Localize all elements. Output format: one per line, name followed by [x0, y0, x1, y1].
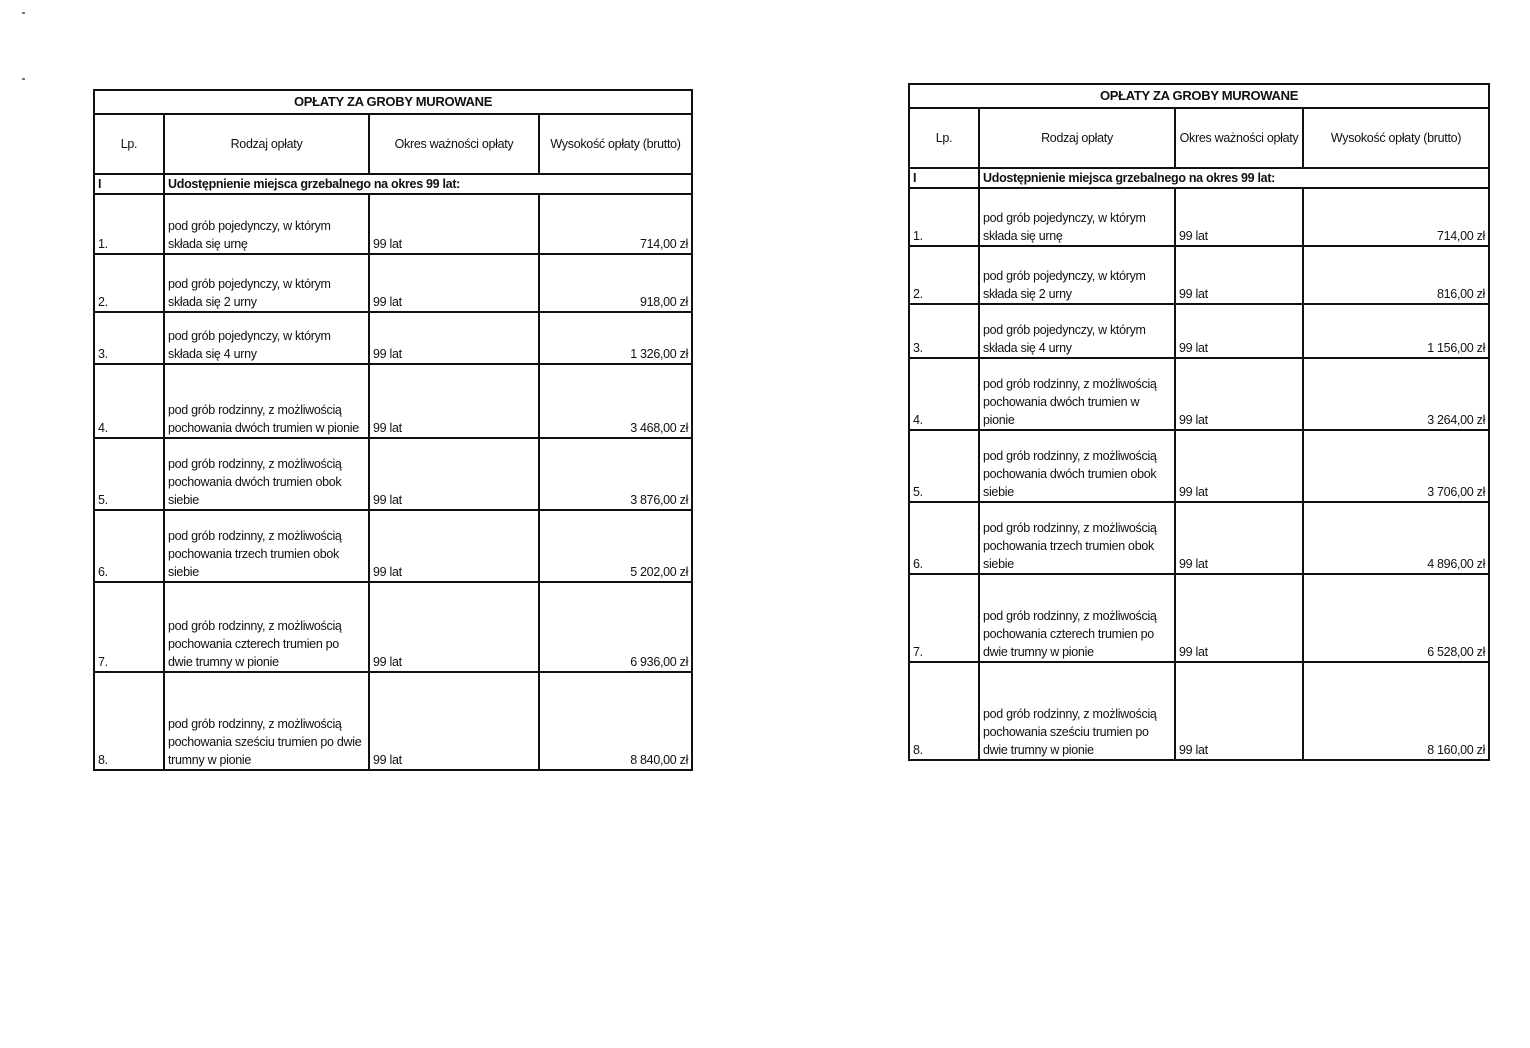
scan-speck — [22, 78, 25, 80]
row-amount: 8 840,00 zł — [539, 672, 692, 770]
fee-table-left — [93, 89, 693, 771]
header-amount: Wysokość opłaty (brutto) — [1303, 108, 1489, 168]
row-amount: 4 896,00 zł — [1303, 502, 1489, 574]
table-title-row — [909, 84, 1489, 108]
table-row — [94, 312, 692, 364]
header-lp: Lp. — [94, 114, 164, 174]
fee-table-right — [908, 83, 1490, 761]
table-title: OPŁATY ZA GROBY MUROWANE — [94, 90, 692, 114]
section-label: Udostępnienie miejsca grzebalnego na okres 99 lat: — [979, 168, 1489, 188]
section-row — [909, 168, 1489, 188]
row-lp: 1. — [94, 194, 164, 254]
row-amount: 6 936,00 zł — [539, 582, 692, 672]
row-lp: 3. — [909, 304, 979, 358]
row-kind: pod grób rodzinny, z możliwością pochowania dwóch trumien obok siebie — [979, 430, 1175, 502]
row-lp: 6. — [909, 502, 979, 574]
section-label: Udostępnienie miejsca grzebalnego na okres 99 lat: — [164, 174, 692, 194]
header-amount: Wysokość opłaty (brutto) — [539, 114, 692, 174]
table-row — [909, 358, 1489, 430]
row-lp: 3. — [94, 312, 164, 364]
row-period: 99 lat — [1175, 304, 1303, 358]
row-lp: 8. — [94, 672, 164, 770]
row-kind: pod grób rodzinny, z możliwością pochowania czterech trumien po dwie trumny w pionie — [979, 574, 1175, 662]
row-amount: 714,00 zł — [1303, 188, 1489, 246]
scan-speck — [22, 12, 25, 14]
section-number: I — [909, 168, 979, 188]
row-amount: 5 202,00 zł — [539, 510, 692, 582]
section-row — [94, 174, 692, 194]
row-amount: 918,00 zł — [539, 254, 692, 312]
row-lp: 2. — [909, 246, 979, 304]
row-period: 99 lat — [1175, 574, 1303, 662]
row-amount: 3 706,00 zł — [1303, 430, 1489, 502]
header-period: Okres ważności opłaty — [369, 114, 539, 174]
row-lp: 8. — [909, 662, 979, 760]
table-row — [94, 254, 692, 312]
row-kind: pod grób rodzinny, z możliwością pochowania trzech trumien obok siebie — [979, 502, 1175, 574]
header-lp: Lp. — [909, 108, 979, 168]
row-amount: 1 326,00 zł — [539, 312, 692, 364]
row-lp: 7. — [94, 582, 164, 672]
row-period: 99 lat — [1175, 430, 1303, 502]
row-kind: pod grób rodzinny, z możliwością pochowania dwóch trumien w pionie — [979, 358, 1175, 430]
row-lp: 5. — [909, 430, 979, 502]
row-amount: 3 468,00 zł — [539, 364, 692, 438]
table-row — [94, 582, 692, 672]
row-period: 99 lat — [369, 510, 539, 582]
table-row — [909, 502, 1489, 574]
row-period: 99 lat — [1175, 358, 1303, 430]
row-kind: pod grób pojedynczy, w którym składa się 4 urny — [164, 312, 369, 364]
table-row — [94, 672, 692, 770]
row-lp: 2. — [94, 254, 164, 312]
row-kind: pod grób rodzinny, z możliwością pochowania dwóch trumien obok siebie — [164, 438, 369, 510]
row-kind: pod grób pojedynczy, w którym składa się 2 urny — [979, 246, 1175, 304]
table-row — [909, 662, 1489, 760]
row-period: 99 lat — [1175, 188, 1303, 246]
row-amount: 714,00 zł — [539, 194, 692, 254]
table-row — [909, 304, 1489, 358]
row-period: 99 lat — [369, 194, 539, 254]
row-lp: 5. — [94, 438, 164, 510]
row-amount: 1 156,00 zł — [1303, 304, 1489, 358]
row-period: 99 lat — [1175, 662, 1303, 760]
table-header-row — [909, 108, 1489, 168]
row-kind: pod grób rodzinny, z możliwością pochowania sześciu trumien po dwie trumny w pionie — [979, 662, 1175, 760]
table-row — [94, 194, 692, 254]
row-kind: pod grób rodzinny, z możliwością pochowania dwóch trumien w pionie — [164, 364, 369, 438]
row-lp: 7. — [909, 574, 979, 662]
row-period: 99 lat — [1175, 502, 1303, 574]
row-lp: 4. — [94, 364, 164, 438]
header-kind: Rodzaj opłaty — [164, 114, 369, 174]
header-kind: Rodzaj opłaty — [979, 108, 1175, 168]
table-row — [909, 574, 1489, 662]
row-lp: 1. — [909, 188, 979, 246]
table-row — [909, 246, 1489, 304]
row-period: 99 lat — [369, 438, 539, 510]
row-period: 99 lat — [369, 312, 539, 364]
table-row — [94, 364, 692, 438]
table-title: OPŁATY ZA GROBY MUROWANE — [909, 84, 1489, 108]
table-row — [94, 438, 692, 510]
section-number: I — [94, 174, 164, 194]
row-kind: pod grób rodzinny, z możliwością pochowania czterech trumien po dwie trumny w pionie — [164, 582, 369, 672]
table-row — [909, 430, 1489, 502]
row-amount: 3 876,00 zł — [539, 438, 692, 510]
row-lp: 6. — [94, 510, 164, 582]
row-kind: pod grób rodzinny, z możliwością pochowania trzech trumien obok siebie — [164, 510, 369, 582]
row-kind: pod grób pojedynczy, w którym składa się urnę — [164, 194, 369, 254]
row-period: 99 lat — [369, 582, 539, 672]
table-title-row — [94, 90, 692, 114]
row-period: 99 lat — [369, 364, 539, 438]
row-amount: 816,00 zł — [1303, 246, 1489, 304]
row-kind: pod grób pojedynczy, w którym składa się 2 urny — [164, 254, 369, 312]
row-amount: 3 264,00 zł — [1303, 358, 1489, 430]
table-header-row — [94, 114, 692, 174]
row-period: 99 lat — [369, 672, 539, 770]
row-amount: 6 528,00 zł — [1303, 574, 1489, 662]
row-period: 99 lat — [369, 254, 539, 312]
table-row — [909, 188, 1489, 246]
row-amount: 8 160,00 zł — [1303, 662, 1489, 760]
table-row — [94, 510, 692, 582]
row-kind: pod grób pojedynczy, w którym składa się 4 urny — [979, 304, 1175, 358]
row-kind: pod grób rodzinny, z możliwością pochowania sześciu trumien po dwie trumny w pionie — [164, 672, 369, 770]
row-lp: 4. — [909, 358, 979, 430]
row-period: 99 lat — [1175, 246, 1303, 304]
header-period: Okres ważności opłaty — [1175, 108, 1303, 168]
row-kind: pod grób pojedynczy, w którym składa się urnę — [979, 188, 1175, 246]
